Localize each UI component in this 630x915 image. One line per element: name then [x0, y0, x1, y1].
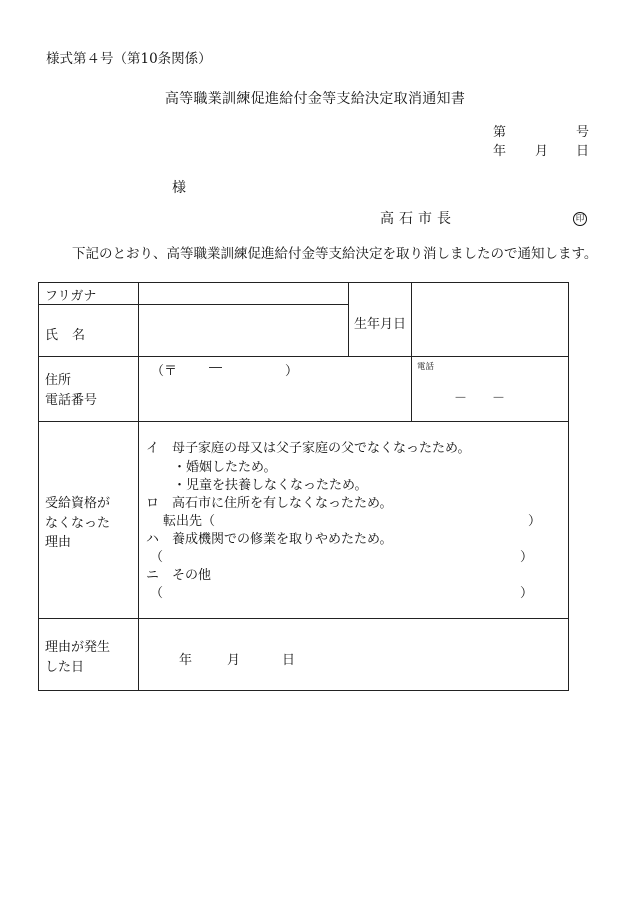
reason-ni-close: ） [520, 586, 534, 601]
occurred-date-label-line-2: した日 [45, 659, 85, 675]
telephone-label: 電話 [417, 362, 435, 372]
sender-name: 高石市長 [380, 211, 456, 227]
reason-ha-close: ） [520, 550, 534, 565]
reason-ro-destination[interactable]: 転出先（ [163, 514, 216, 529]
doc-number-prefix: 第 [493, 125, 507, 140]
reason-label-line-3: 理由 [45, 535, 72, 550]
name-field[interactable] [139, 305, 349, 357]
doc-number-suffix: 号 [576, 125, 590, 140]
reason-ni-open: （ [150, 586, 164, 601]
postal-dash: ― [209, 360, 222, 375]
name-label-cell [39, 305, 139, 357]
reason-i-marriage[interactable]: ・婚姻したため。 [173, 460, 277, 475]
occurred-date-month: 月 [227, 653, 241, 668]
notice-form-table [38, 282, 569, 691]
postal-close: ） [285, 364, 299, 379]
reason-ni[interactable]: ニ その他 [146, 568, 212, 583]
occurred-date-label-line-1: 理由が発生 [45, 640, 111, 655]
dob-field[interactable] [412, 283, 569, 357]
occurred-date-field[interactable] [139, 619, 569, 691]
furigana-field[interactable] [139, 283, 349, 305]
furigana-label: フリガナ [39, 283, 139, 305]
notice-body: 下記のとおり、高等職業訓練促進給付金等支給決定を取り消しましたので通知します。 [72, 246, 598, 262]
address-label-cell [39, 357, 139, 422]
occurred-date-year: 年 [179, 653, 193, 668]
document-title: 高等職業訓練促進給付金等支給決定取消通知書 [164, 91, 466, 107]
reason-ha-open: （ [150, 550, 164, 565]
reason-i-no-dependent[interactable]: ・児童を扶養しなくなったため。 [173, 478, 368, 493]
issue-date-day: 日 [576, 144, 590, 159]
issue-date-year: 年 [493, 144, 507, 159]
occurred-date-day: 日 [282, 653, 296, 668]
reason-options [139, 422, 569, 619]
telephone-field[interactable] [412, 357, 569, 422]
address-field[interactable] [139, 357, 412, 422]
telephone-dash-2: － [492, 391, 506, 406]
form-number: 様式第４号（第10条関係） [46, 51, 212, 67]
reason-ro-close: ） [528, 514, 542, 529]
dob-label: 生年月日 [349, 283, 412, 357]
addressee-suffix: 様 [172, 180, 186, 196]
telephone-dash-1: － [454, 391, 468, 406]
reason-ha[interactable]: ハ 養成機関での修業を取りやめたため。 [146, 532, 393, 547]
reason-label-cell [39, 422, 139, 619]
issue-date-month: 月 [535, 144, 549, 159]
seal-mark: 印 [573, 212, 587, 226]
postal-open: （〒 [151, 364, 178, 379]
occurred-date-label-cell [39, 619, 139, 691]
address-label: 住所 [45, 373, 72, 388]
phone-label: 電話番号 [45, 392, 98, 408]
reason-label-line-2: なくなった [45, 515, 111, 531]
name-label: 氏名 [45, 328, 100, 343]
reason-ro[interactable]: ロ 高石市に住所を有しなくなったため。 [146, 496, 393, 511]
reason-label-line-1: 受給資格が [45, 496, 111, 511]
reason-i[interactable]: イ 母子家庭の母又は父子家庭の父でなくなったため。 [146, 441, 471, 456]
